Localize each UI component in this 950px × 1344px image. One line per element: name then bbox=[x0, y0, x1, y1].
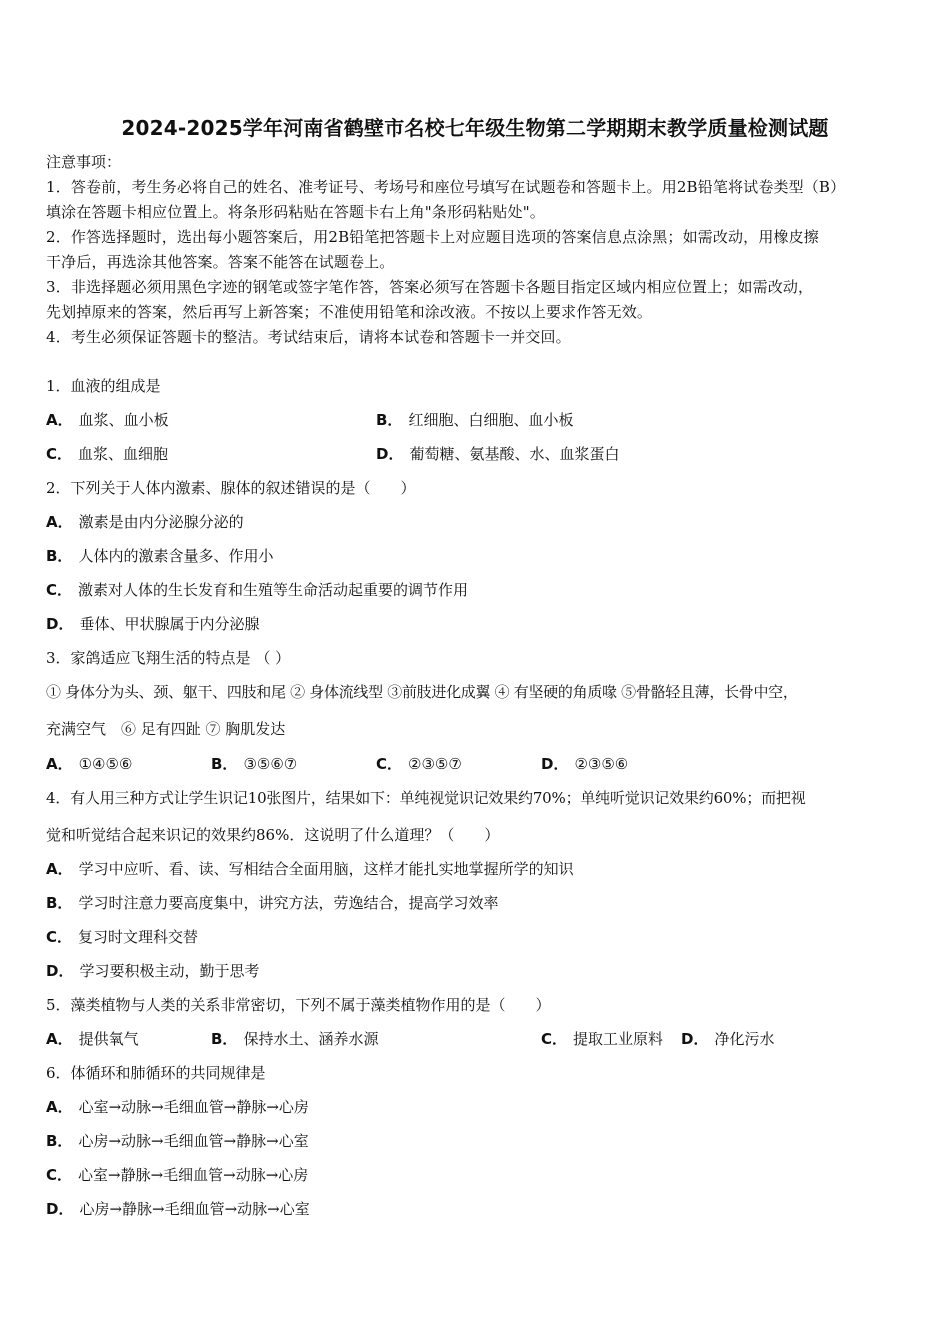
option-text: 心房→静脉→毛细血管→动脉→心室 bbox=[79, 1200, 310, 1218]
option-text: 提供氧气 bbox=[78, 1030, 139, 1048]
option-label: D． bbox=[46, 962, 74, 980]
option-label: C． bbox=[46, 1166, 73, 1184]
option-text: 净化污水 bbox=[714, 1030, 775, 1048]
q2-option-d bbox=[46, 614, 259, 634]
option-label: A． bbox=[46, 1030, 73, 1048]
q5-option-a bbox=[46, 1029, 139, 1049]
q3-items-line: 充满空气 ⑥ 足有四趾 ⑦ 胸肌发达 bbox=[46, 720, 286, 738]
option-label: D． bbox=[541, 755, 569, 773]
q3-option-a bbox=[46, 754, 132, 774]
q2-option-c bbox=[46, 580, 468, 600]
option-text: 心室→动脉→毛细血管→静脉→心房 bbox=[78, 1098, 309, 1116]
option-label: A． bbox=[46, 860, 73, 878]
option-text: 葡萄糖、氨基酸、水、血浆蛋白 bbox=[409, 445, 620, 463]
q4-option-b bbox=[46, 893, 498, 913]
option-text: 心室→静脉→毛细血管→动脉→心房 bbox=[78, 1166, 309, 1184]
notice-line: 干净后，再选涂其他答案。答案不能答在试题卷上。 bbox=[46, 253, 395, 271]
page-title: 2024-2025学年河南省鹤壁市名校七年级生物第二学期期末教学质量检测试题 bbox=[121, 116, 829, 140]
question-3-stem: 3．家鸽适应飞翔生活的特点是 （ ） bbox=[46, 649, 291, 667]
option-text: ③⑤⑥⑦ bbox=[243, 755, 298, 773]
option-label: A． bbox=[46, 513, 73, 531]
option-text: 人体内的激素含量多、作用小 bbox=[78, 547, 274, 565]
option-text: ①④⑤⑥ bbox=[78, 755, 133, 773]
q1-option-d bbox=[376, 444, 619, 464]
option-text: 激素对人体的生长发育和生殖等生命活动起重要的调节作用 bbox=[78, 581, 469, 599]
option-text: 血浆、血细胞 bbox=[78, 445, 169, 463]
option-text: ②③⑤⑦ bbox=[408, 755, 462, 773]
option-text: 心房→动脉→毛细血管→静脉→心室 bbox=[78, 1132, 309, 1150]
q6-option-a bbox=[46, 1097, 309, 1117]
option-label: C． bbox=[46, 445, 73, 463]
q3-items-line: ① 身体分为头、颈、躯干、四肢和尾 ② 身体流线型 ③前肢进化成翼 ④ 有坚硬的角质喙 ⑤骨骼轻且薄，长骨中空， bbox=[46, 683, 798, 701]
option-label: B． bbox=[46, 894, 73, 912]
option-text: ②③⑤⑥ bbox=[574, 755, 629, 773]
q4-option-d bbox=[46, 961, 259, 981]
option-label: C． bbox=[46, 581, 73, 599]
option-label: D． bbox=[46, 1200, 74, 1218]
question-1-stem: 1．血液的组成是 bbox=[46, 377, 161, 395]
question-6-stem: 6．体循环和肺循环的共同规律是 bbox=[46, 1064, 266, 1082]
notice-line: 3．非选择题必须用黑色字迹的钢笔或签字笔作答，答案必须写在答题卡各题目指定区域内相应位置上；如需改动， bbox=[46, 278, 814, 296]
option-label: C． bbox=[46, 928, 73, 946]
q6-option-c bbox=[46, 1165, 308, 1185]
q5-option-b bbox=[211, 1029, 378, 1049]
q6-option-b bbox=[46, 1131, 309, 1151]
q1-option-b bbox=[376, 410, 573, 430]
q1-option-a bbox=[46, 410, 169, 430]
option-text: 血浆、血小板 bbox=[78, 411, 169, 429]
option-label: B． bbox=[46, 547, 73, 565]
option-text: 学习要积极主动，勤于思考 bbox=[79, 962, 260, 980]
q5-option-d bbox=[681, 1029, 774, 1049]
q2-option-b bbox=[46, 546, 273, 566]
option-text: 垂体、甲状腺属于内分泌腺 bbox=[79, 615, 260, 633]
option-label: A． bbox=[46, 411, 73, 429]
q3-option-b bbox=[211, 754, 297, 774]
notice-line: 填涂在答题卡相应位置上。将条形码粘贴在答题卡右上角"条形码粘贴处"。 bbox=[46, 203, 545, 221]
option-text: 红细胞、白细胞、血小板 bbox=[408, 411, 574, 429]
q3-option-c bbox=[376, 754, 462, 774]
option-label: B． bbox=[376, 411, 403, 429]
question-5-stem: 5．藻类植物与人类的关系非常密切，下列不属于藻类植物作用的是（ ） bbox=[46, 996, 551, 1014]
q1-option-c bbox=[46, 444, 168, 464]
notice-line: 4．考生必须保证答题卡的整洁。考试结束后，请将本试卷和答题卡一并交回。 bbox=[46, 328, 571, 346]
q3-option-d bbox=[541, 754, 628, 774]
option-label: D． bbox=[681, 1030, 709, 1048]
question-4-stem-cont: 觉和听觉结合起来识记的效果约86%．这说明了什么道理？（ ） bbox=[46, 826, 500, 844]
option-label: B． bbox=[211, 1030, 238, 1048]
notice-line: 1．答卷前，考生务必将自己的姓名、准考证号、考场号和座位号填写在试题卷和答题卡上。用2B铅笔将试卷类型（B） bbox=[46, 178, 846, 196]
q2-option-a bbox=[46, 512, 244, 532]
notice-line: 先划掉原来的答案，然后再写上新答案；不准使用铅笔和涂改液。不按以上要求作答无效。 bbox=[46, 303, 653, 321]
option-text: 学习时注意力要高度集中，讲究方法，劳逸结合，提高学习效率 bbox=[78, 894, 499, 912]
option-label: D． bbox=[46, 615, 74, 633]
option-text: 激素是由内分泌腺分泌的 bbox=[78, 513, 244, 531]
option-text: 学习中应听、看、读、写相结合全面用脑，这样才能扎实地掌握所学的知识 bbox=[78, 860, 574, 878]
option-label: A． bbox=[46, 1098, 73, 1116]
option-text: 提取工业原料 bbox=[573, 1030, 664, 1048]
option-label: A． bbox=[46, 755, 73, 773]
option-label: D． bbox=[376, 445, 404, 463]
q5-option-c bbox=[541, 1029, 663, 1049]
option-label: B． bbox=[211, 755, 238, 773]
notice-heading: 注意事项： bbox=[46, 153, 122, 171]
question-4-stem: 4．有人用三种方式让学生识记10张图片，结果如下：单纯视觉识记效果约70%；单纯听觉识记效果约60%；而把视 bbox=[46, 789, 806, 807]
option-label: C． bbox=[541, 1030, 568, 1048]
q4-option-a bbox=[46, 859, 574, 879]
q6-option-d bbox=[46, 1199, 310, 1219]
question-2-stem: 2．下列关于人体内激素、腺体的叙述错误的是（ ） bbox=[46, 479, 416, 497]
option-text: 复习时文理科交替 bbox=[78, 928, 199, 946]
notice-line: 2．作答选择题时，选出每小题答案后，用2B铅笔把答题卡上对应题目选项的答案信息点涂黑；如需改动，用橡皮擦 bbox=[46, 228, 819, 246]
option-label: B． bbox=[46, 1132, 73, 1150]
option-label: C． bbox=[376, 755, 403, 773]
option-text: 保持水土、涵养水源 bbox=[243, 1030, 379, 1048]
q4-option-c bbox=[46, 927, 198, 947]
